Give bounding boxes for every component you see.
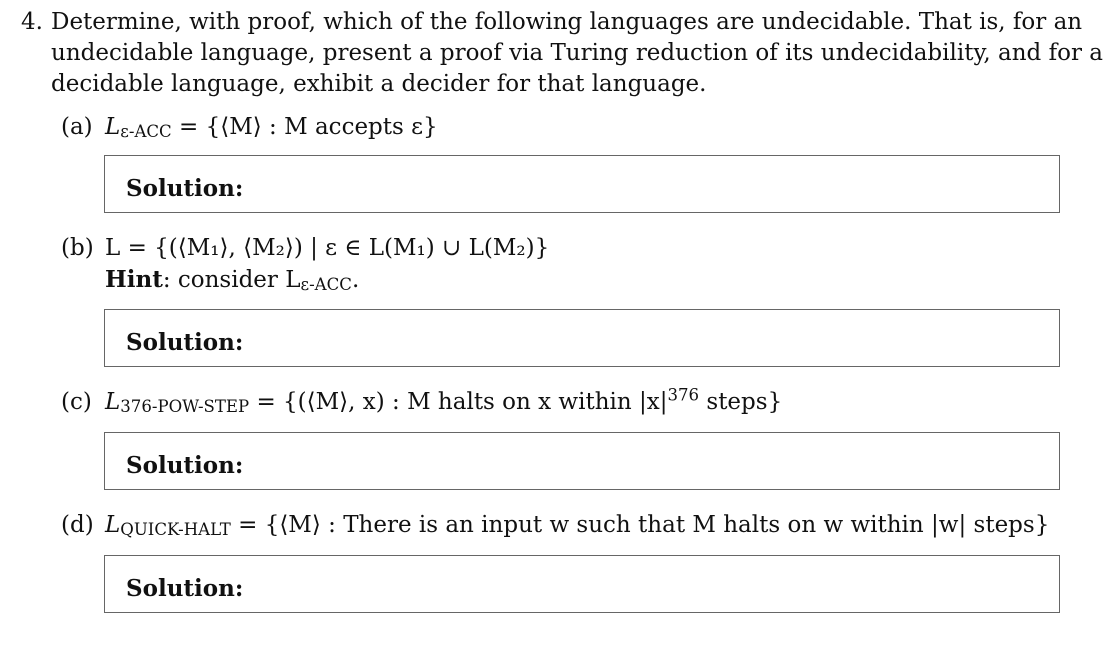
question-number: 4. <box>21 9 43 35</box>
part-b-hint-label: Hint <box>105 266 163 293</box>
part-b-hint-text: : consider L <box>162 267 301 293</box>
part-b-hint-subscript: ε-ACC <box>300 274 352 294</box>
part-c-set-definition-start: = {(⟨M⟩, x) : M halts on x within |x| <box>249 389 668 415</box>
part-a-label: (a) <box>61 114 93 140</box>
part-b-hint <box>105 268 359 294</box>
part-c-solution-label: Solution: <box>126 452 244 479</box>
question-text-line-2: undecidable language, present a proof via Turing reduction of its undecidability, and for a <box>51 40 1103 66</box>
part-c-exponent: 376 <box>667 385 700 405</box>
part-d-set-definition: = {⟨M⟩ : There is an input w such that M halts on w within |w| steps} <box>230 512 1050 538</box>
part-c-set-definition-end: steps} <box>699 389 783 415</box>
question-text-line-3: decidable language, exhibit a decider for that language. <box>51 71 707 97</box>
part-a-solution-box[interactable] <box>104 155 1060 213</box>
part-c-language-subscript: 376-POW-STEP <box>120 396 250 416</box>
part-b-solution-label: Solution: <box>126 329 244 356</box>
part-a-language-name: L <box>105 114 121 140</box>
part-c-label: (c) <box>61 389 92 415</box>
part-d-label: (d) <box>61 512 94 538</box>
part-a-definition <box>105 116 438 141</box>
part-d-solution-label: Solution: <box>126 575 244 602</box>
part-a-solution-label: Solution: <box>126 175 244 202</box>
part-d-solution-box[interactable] <box>104 555 1060 613</box>
part-b-definition: L = {(⟨M₁⟩, ⟨M₂⟩) | ε ∈ L(M₁) ∪ L(M₂)} <box>105 235 550 261</box>
part-d-definition <box>105 514 1049 539</box>
question-text-line-1: Determine, with proof, which of the following languages are undecidable. That is, for an <box>51 9 1083 35</box>
part-d-language-name: L <box>105 512 121 538</box>
part-c-language-name: L <box>105 389 121 415</box>
part-a-set-definition: = {⟨M⟩ : M accepts ε} <box>171 114 438 140</box>
part-b-hint-end: . <box>351 267 360 293</box>
part-a-language-subscript: ε-ACC <box>120 121 172 141</box>
part-b-solution-box[interactable] <box>104 309 1060 367</box>
part-c-definition <box>105 385 783 416</box>
part-d-language-subscript: QUICK-HALT <box>120 519 231 539</box>
part-b-label: (b) <box>61 235 94 261</box>
part-c-solution-box[interactable] <box>104 432 1060 490</box>
